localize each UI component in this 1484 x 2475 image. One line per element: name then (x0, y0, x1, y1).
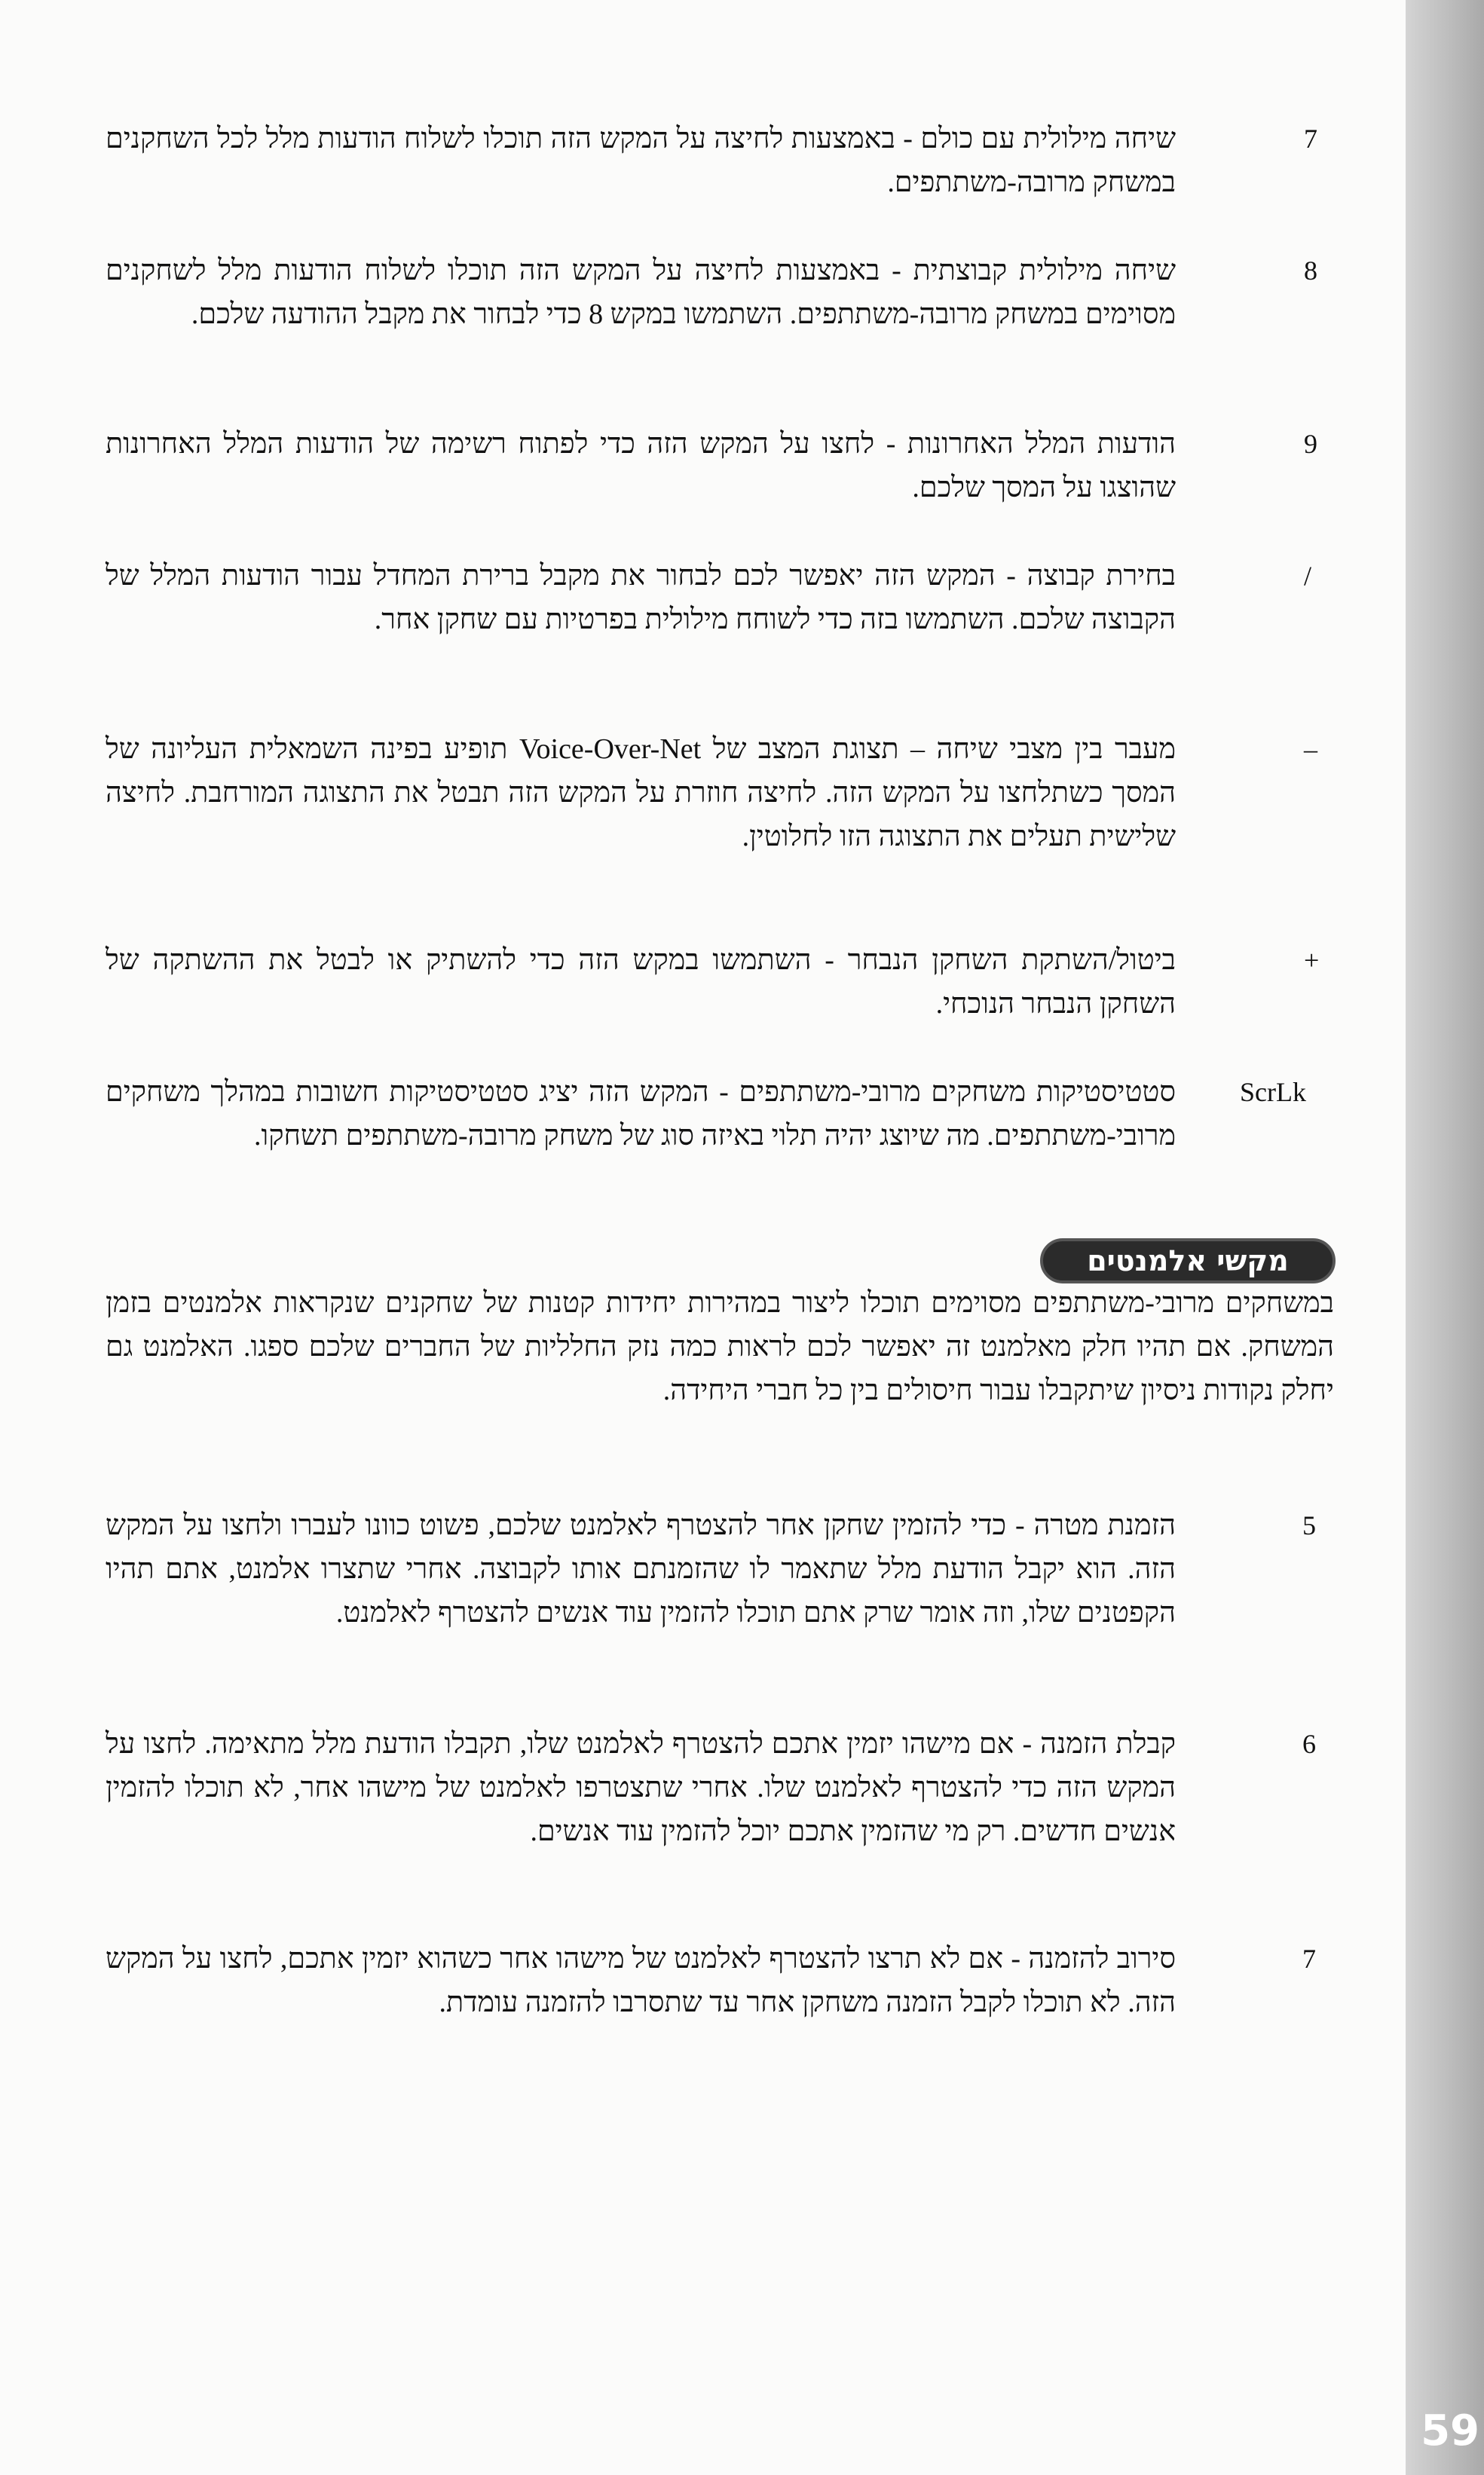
page-edge (1406, 0, 1484, 2475)
key-label: / (1304, 561, 1312, 591)
key-description: קבלת הזמנה - אם מישהו יזמין אתכם להצטרף לאלמנט שלו, תקבלו הודעת מלל מתאימה. לחצו על המקש הזה כדי להצטרף לאלמנט שלו. אחרי שתצטרפו לאלמנט של מישהו אחר, לא תוכלו להזמין אנשים חדשים. רק מי שהזמין אתכם יוכל להזמין עוד אנשים. (106, 1728, 1176, 1847)
key-description: שיחה מילולית קבוצתית - באמצעות לחיצה על המקש הזה תוכלו לשלוח הודעות מלל לשחקנים מסוימים במשחק מרובה-משתתפים. השתמשו במקש 8 כדי לבחור את מקבל ההודעה שלכם. (106, 255, 1176, 330)
key-description: סטטיסטיקות משחקים מרובי-משתתפים - המקש הזה יציג סטטיסטיקות חשובות במהלך משחקים מרובי-משתתפים. מה שיוצג יהיה תלוי באיזה סוג של משחק מרובה-משתתפים תשחקו. (106, 1076, 1176, 1152)
key-label: + (1304, 945, 1320, 975)
key-description: הזמנת מטרה - כדי להזמין שחקן אחר להצטרף לאלמנט שלכם, פשוט כוונו לעברו ולחצו על המקש הזה. הוא יקבל הודעת מלל שתאמר לו שהזמנתם אותו לקבוצה. אחרי שתצרו אלמנט, אתם תהיו הקפטנים שלו, וזה אומר שרק אתם תוכלו להזמין עוד אנשים להצטרף לאלמנט. (106, 1510, 1176, 1629)
page-number: 59 (1421, 2406, 1479, 2455)
key-label: 9 (1304, 429, 1317, 459)
section-title: מקשי אלמנטים (1040, 1238, 1336, 1283)
key-label: ScrLk (1240, 1077, 1306, 1107)
key-description: ביטול/השתקת השחקן הנבחר - השתמשו במקש הזה כדי להשתיק או לבטל את ההשתקה של השחקן הנבחר הנוכחי. (106, 944, 1176, 1020)
key-description: מעבר בין מצבי שיחה – תצוגת המצב של Voice-Over-Net תופיע בפינה השמאלית העליונה של המסך כשתלחצו על המקש הזה. לחיצה חוזרת על המקש הזה תבטל את התצוגה המורחבת. לחיצה שלישית תעלים את התצוגה הזו לחלוטין. (106, 733, 1176, 852)
key-description: שיחה מילולית עם כולם - באמצעות לחיצה על המקש הזה תוכלו לשלוח הודעות מלל לכל השחקנים במשחק מרובה-משתתפים. (106, 123, 1176, 198)
key-label: 7 (1304, 124, 1317, 154)
section-intro: במשחקים מרובי-משתתפים מסוימים תוכלו ליצור במהירות יחידות קטנות של שחקנים שנקראות אלמנטים בזמן המשחק. אם תהיו חלק מאלמנט זה יאפשר לכם לראות כמה נזק החלליות של החברים שלכם ספגו. האלמנט גם יחלק נקודות ניסיון שיתקבלו עבור חיסולים בין כל חברי היחידה. (106, 1287, 1334, 1406)
key-label: 5 (1302, 1510, 1316, 1540)
key-label: 7 (1302, 1944, 1316, 1974)
key-label: – (1304, 734, 1317, 764)
key-label: 6 (1302, 1729, 1316, 1759)
key-description: סירוב להזמנה - אם לא תרצו להצטרף לאלמנט של מישהו אחר כשהוא יזמין אתכם, לחצו על המקש הזה. לא תוכלו לקבל הזמנה משחקן אחר עד שתסרבו להזמנה עומדת. (106, 1943, 1176, 2018)
key-description: בחירת קבוצה - המקש הזה יאפשר לכם לבחור את מקבל ברירת המחדל עבור הודעות המלל של הקבוצה שלכם. השתמשו בזה כדי לשוחח מילולית בפרטיות עם שחקן אחר. (106, 560, 1176, 635)
key-description: הודעות המלל האחרונות - לחצו על המקש הזה כדי לפתוח רשימה של הודעות המלל האחרונות שהוצגו על המסך שלכם. (106, 428, 1176, 503)
key-label: 8 (1304, 255, 1317, 286)
